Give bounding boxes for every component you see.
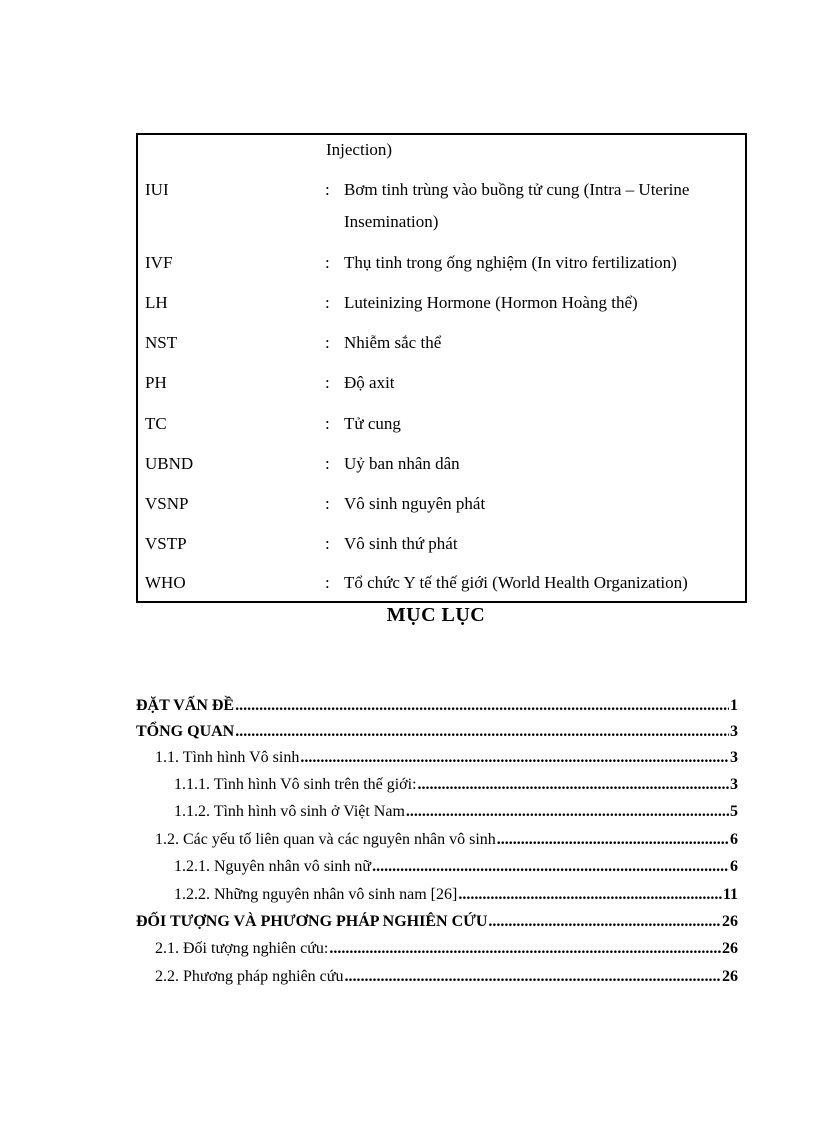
toc-entry[interactable]: [136, 940, 738, 966]
toc-title: MỤC LỤC: [386, 604, 486, 626]
toc-leader-dots: [406, 803, 729, 821]
toc-entry[interactable]: [136, 886, 738, 912]
toc-entry[interactable]: [136, 968, 738, 994]
toc-entry-page: 26: [722, 968, 738, 985]
toc-leader-dots: [235, 723, 729, 741]
toc-entry[interactable]: [136, 913, 738, 939]
abbreviation-term: UBND: [145, 454, 194, 473]
abbreviation-term: PH: [145, 373, 167, 392]
toc-entry[interactable]: [136, 749, 738, 775]
toc-entry-page: 3: [730, 776, 738, 793]
toc-leader-dots: [372, 858, 729, 876]
abbreviation-definition: Bơm tinh trùng vào buồng tử cung (Intra – Uterine Insemination): [344, 180, 690, 231]
abbreviation-definition: Tử cung: [344, 414, 401, 433]
toc-leader-dots: [458, 886, 722, 904]
abbreviation-colon: :: [325, 494, 330, 513]
abbreviation-colon: :: [325, 333, 330, 352]
toc-entry[interactable]: [136, 723, 738, 749]
toc-entry-page: 5: [730, 803, 738, 820]
toc-leader-dots: [418, 776, 729, 794]
abbreviation-term: NST: [145, 333, 178, 352]
toc-entry-label: 1.1. Tình hình Vô sinh: [155, 749, 300, 766]
abbreviation-term: IVF: [145, 253, 173, 272]
toc-entry[interactable]: [136, 831, 738, 857]
toc-entry-label: 2.2. Phương pháp nghiên cứu: [155, 968, 344, 985]
abbreviation-term: TC: [145, 414, 167, 433]
toc-entry-page: 1: [730, 697, 738, 714]
abbreviation-table: [136, 133, 747, 603]
toc-entry-label: 1.1.1. Tình hình Vô sinh trên thế giới:: [174, 776, 417, 793]
toc-entry-page: 3: [730, 749, 738, 766]
toc-leader-dots: [329, 940, 721, 958]
abbreviation-term: WHO: [145, 573, 186, 592]
toc-entry-label: ĐẶT VẤN ĐỀ: [136, 697, 235, 714]
abbreviation-colon: :: [325, 573, 330, 592]
toc-entry[interactable]: [136, 858, 738, 884]
abbreviation-definition: Nhiễm sắc thể: [344, 333, 442, 352]
abbreviation-colon: :: [325, 180, 330, 199]
toc-entry-page: 3: [730, 723, 738, 740]
abbreviation-definition: Vô sinh nguyên phát: [344, 494, 486, 513]
abbreviation-term: VSTP: [145, 534, 187, 553]
abbreviation-colon: :: [325, 454, 330, 473]
toc-leader-dots: [300, 749, 729, 767]
abbreviation-definition: Độ axit: [344, 373, 395, 392]
abbreviation-colon: :: [325, 414, 330, 433]
abbreviation-colon: :: [325, 293, 330, 312]
toc-entry-page: 6: [730, 831, 738, 848]
toc-leader-dots: [488, 913, 721, 931]
abbreviation-colon: :: [325, 534, 330, 553]
toc-entry[interactable]: [136, 803, 738, 829]
toc-entry[interactable]: [136, 697, 738, 723]
abbreviation-definition: Luteinizing Hormone (Hormon Hoàng thể): [344, 293, 638, 312]
abbreviation-colon: :: [325, 373, 330, 392]
toc-entry-label: 1.1.2. Tình hình vô sinh ở Việt Nam: [174, 803, 405, 820]
abbreviation-colon: :: [325, 253, 330, 272]
toc-entry-page: 26: [722, 940, 738, 957]
toc-entry-page: 26: [722, 913, 738, 930]
toc-entry-label: 2.1. Đối tượng nghiên cứu:: [155, 940, 329, 957]
abbreviation-term: IUI: [145, 180, 169, 199]
toc-entry-label: 1.2.2. Những nguyên nhân vô sinh nam [26]: [174, 886, 458, 903]
toc-entry-page: 6: [730, 858, 738, 875]
toc-entry[interactable]: [136, 776, 738, 802]
abbreviation-definition: Tổ chức Y tế thế giới (World Health Organization): [344, 573, 688, 592]
toc-leader-dots: [235, 697, 729, 715]
toc-entry-label: 1.2.1. Nguyên nhân vô sinh nữ: [174, 858, 372, 875]
abbreviation-definition: Uỷ ban nhân dân: [344, 454, 460, 473]
toc-entry-label: ĐỐI TƯỢNG VÀ PHƯƠNG PHÁP NGHIÊN CỨU: [136, 913, 488, 930]
abbreviation-definition: Injection): [326, 140, 393, 159]
toc-entry-label: TỔNG QUAN: [136, 723, 235, 740]
abbreviation-term: VSNP: [145, 494, 189, 513]
toc-leader-dots: [344, 968, 721, 986]
toc-entry-page: 11: [722, 886, 738, 903]
abbreviation-definition: Vô sinh thứ phát: [344, 534, 458, 553]
toc-entry-label: 1.2. Các yếu tố liên quan và các nguyên nhân vô sinh: [155, 831, 496, 848]
toc-leader-dots: [497, 831, 729, 849]
abbreviation-definition: Thụ tinh trong ống nghiệm (In vitro fertilization): [344, 253, 677, 272]
abbreviation-term: LH: [145, 293, 168, 312]
